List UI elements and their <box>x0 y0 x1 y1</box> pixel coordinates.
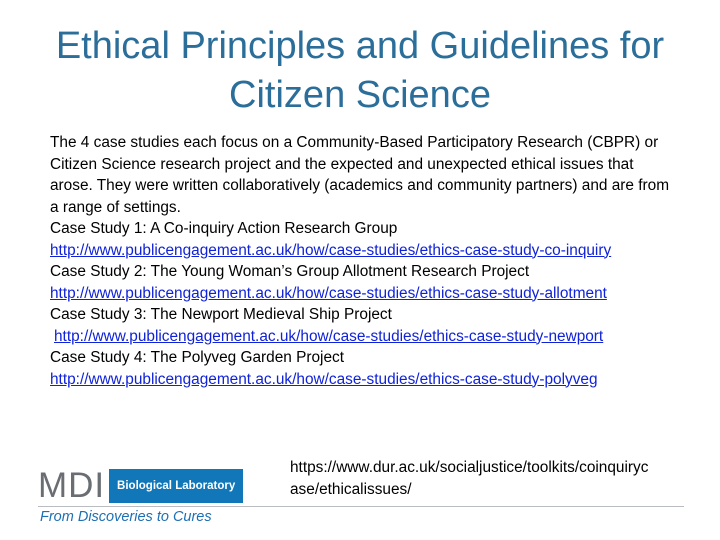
case-study-2-label: Case Study 2: The Young Woman’s Group Allotment Research Project <box>50 263 530 280</box>
case-study-1-label: Case Study 1: A Co-inquiry Action Research Group <box>50 220 398 237</box>
slide-title: Ethical Principles and Guidelines for Citizen Science <box>55 25 665 116</box>
case-study-3-label: Case Study 3: The Newport Medieval Ship Project <box>50 306 392 323</box>
footer-tagline: From Discoveries to Cures <box>40 509 212 525</box>
case-study-2-link[interactable]: http://www.publicengagement.ac.uk/how/case-studies/ethics-case-study-allotment <box>50 284 607 302</box>
slide-body <box>50 132 680 390</box>
case-study-4-link[interactable]: http://www.publicengagement.ac.uk/how/case-studies/ethics-case-study-polyveg <box>50 370 598 388</box>
logo-mark: MDI <box>38 466 106 505</box>
case-study-4-label: Case Study 4: The Polyveg Garden Project <box>50 349 345 366</box>
mdi-logo <box>38 466 243 505</box>
intro-paragraph: The 4 case studies each focus on a Community-Based Participatory Research (CBPR) or Citizen Science research project and the expected and unexpected ethical issues that arose. They were written collaboratively (academics and community partners) and are from a range of settings. <box>50 134 670 216</box>
footer-divider <box>38 506 684 507</box>
logo-box: Biological Laboratory <box>109 469 243 503</box>
case-study-1-link[interactable]: http://www.publicengagement.ac.uk/how/case-studies/ethics-case-study-co-inquiry <box>50 241 612 259</box>
case-study-3-link[interactable]: http://www.publicengagement.ac.uk/how/case-studies/ethics-case-study-newport <box>54 327 604 345</box>
source-url: https://www.dur.ac.uk/socialjustice/toolkits/coinquirycase/ethicalissues/ <box>290 459 649 498</box>
